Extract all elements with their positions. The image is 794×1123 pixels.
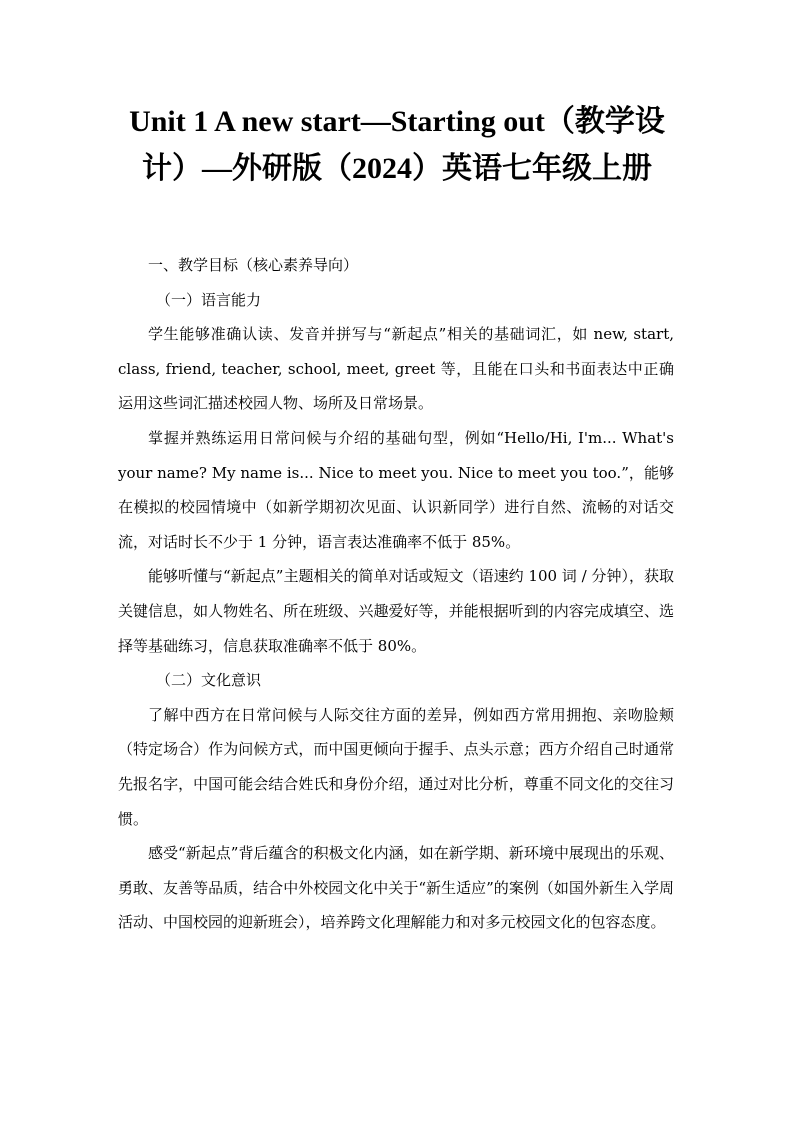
paragraph-cultural-differences: 了解中西方在日常问候与人际交往方面的差异，例如西方常用拥抱、亲吻脸颊（特定场合）作为问候方式，而中国更倾向于握手、点头示意；西方介绍自己时通常先报名字，中国可能会结合姓氏和身份介绍，通过对比分析，尊重不同文化的交往习惯。: [118, 705, 674, 828]
document-title: Unit 1 A new start—Starting out（教学设计）—外研版（2024）英语七年级上册: [129, 105, 665, 185]
paragraph-vocabulary: 学生能够准确认读、发音并拼写与“新起点”相关的基础词汇，如 new, start, class, friend, teacher, school, meet, greet 等，且能在口头和书面表达中正确运用这些词汇描述校园人物、场所及日常场景。: [118, 325, 674, 413]
section-heading-teaching-objectives: 一、教学目标（核心素养导向）: [148, 256, 359, 274]
paragraph-listening: 能够听懂与“新起点”主题相关的简单对话或短文（语速约 100 词 / 分钟），获取关键信息，如人物姓名、所在班级、兴趣爱好等，并能根据听到的内容完成填空、选择等基础练习，信息获取准确率不低于 80%。: [118, 567, 674, 655]
paragraph-new-start-culture: 感受“新起点”背后蕴含的积极文化内涵，如在新学期、新环境中展现出的乐观、勇敢、友善等品质，结合中外校园文化中关于“新生适应”的案例（如国外新生入学周活动、中国校园的迎新班会），培养跨文化理解能力和对多元校园文化的包容态度。: [118, 844, 674, 932]
subsection-heading-language-ability: （一）语言能力: [156, 290, 262, 309]
subsection-heading-cultural-awareness: （二）文化意识: [156, 671, 262, 690]
document-body: [118, 248, 674, 940]
paragraph-sentence-patterns: 掌握并熟练运用日常问候与介绍的基础句型，例如“Hello/Hi, I'm... What's your name? My name is... Nice to meet you. Nice to meet you too.”，能够在模拟的校园情境中（如新学期初次见面、认识新同学）进行自然、流畅的对话交流，对话时长不少于 1 分钟，语言表达准确率不低于 85%。: [118, 428, 674, 551]
